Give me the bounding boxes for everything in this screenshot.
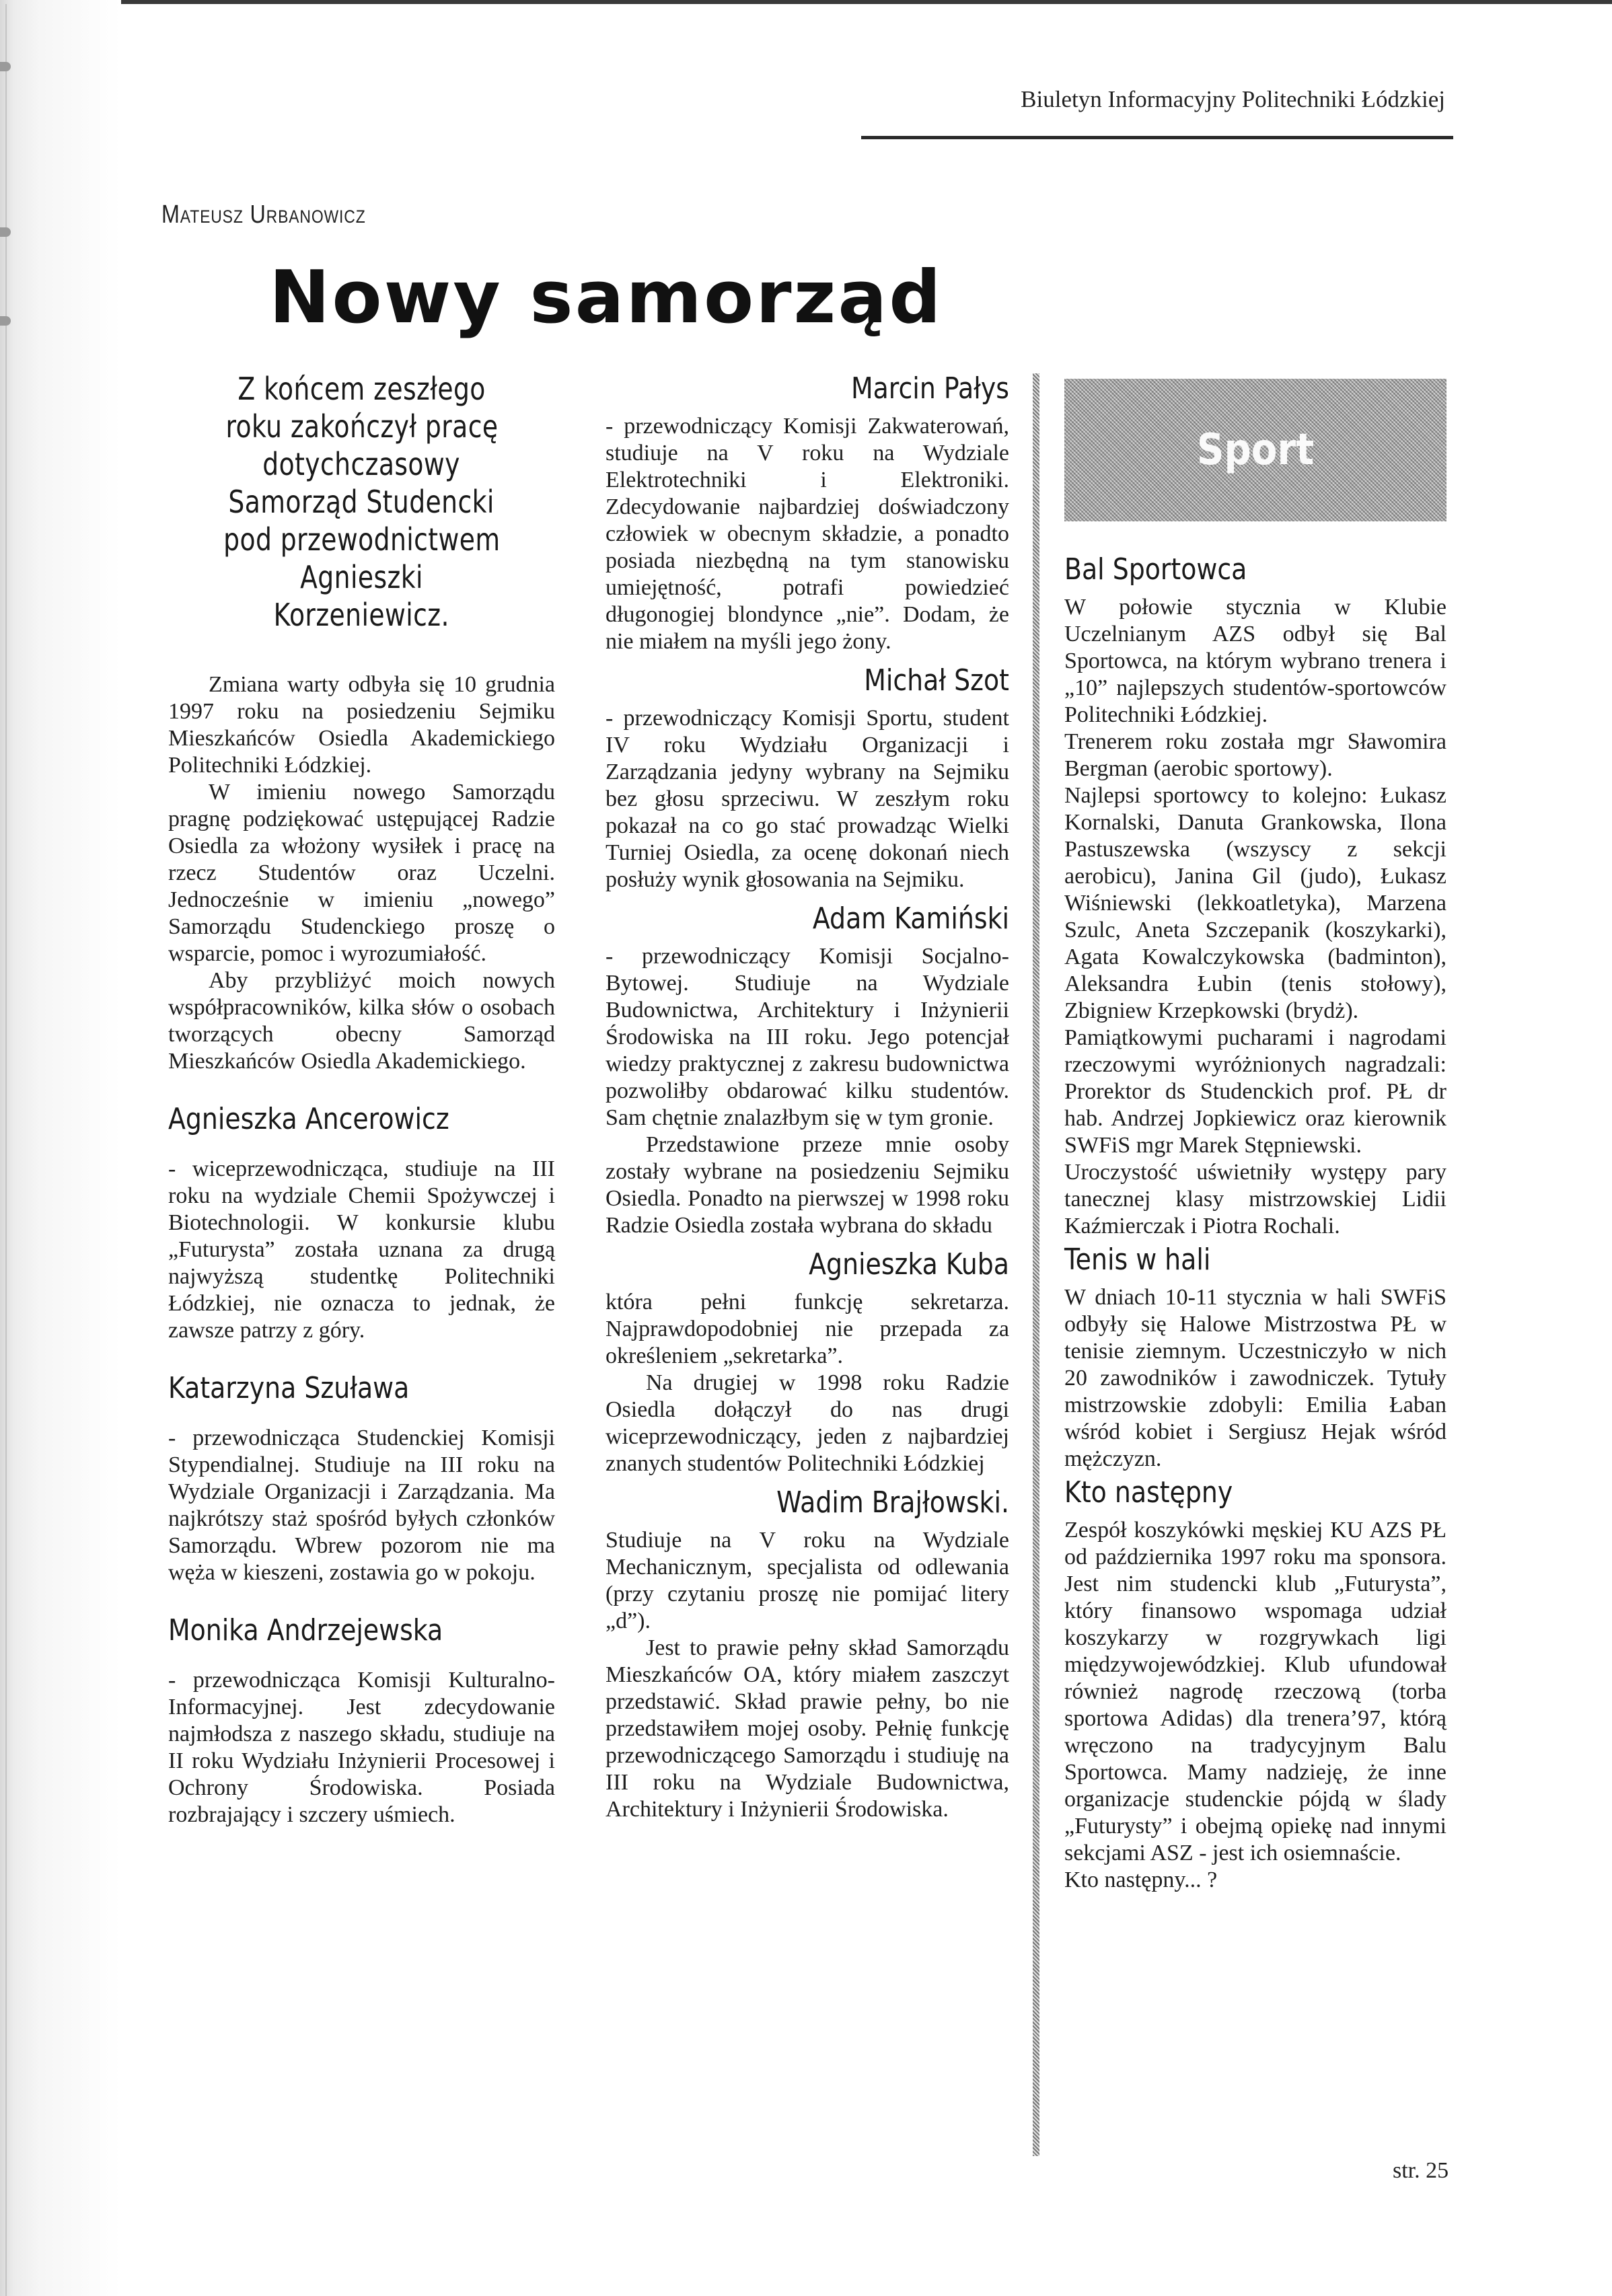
column-separator (1033, 373, 1039, 2156)
lead-line: Z końcem zeszłego (237, 371, 486, 407)
sport-paragraph: Kto następny... ? (1064, 1867, 1218, 1892)
member-description: - przewodniczący Komisji Zakwaterowań, studiuje na V roku na Wydziale Elektrotechniki i Elektroniki. Zdecydowanie najbardziej doświadczony człowiek w obecnym składzie, a ponadto posiada niezbędną na tym stanowisku umiejętność, potrafi powiedzieć długonogiej blondynce „nie”. Dodam, że nie miałem na myśli jego żony. (606, 414, 1009, 654)
member-name-heading: Michał Szot (864, 663, 1009, 698)
sport-banner (1064, 379, 1446, 521)
lead-line: pod przewodnictwem (223, 521, 501, 558)
article-author: Mateusz Urbanowicz (161, 200, 366, 229)
lead-paragraph (168, 370, 555, 634)
binding-clip (0, 62, 11, 71)
binding-line (5, 4, 7, 2296)
member-description: - wiceprzewodnicząca, studiuje na III roku na wydziale Chemii Spożywczej i Biotechnologii. W konkursie klubu „Futurysta” została uznana za drugą najwyższą studentkę Politechniki Łódzkiej, nie oznacza to jednak, że zawsze patrzy z góry. (168, 1156, 555, 1343)
member-name-heading: Monika Andrzejewska (168, 1613, 443, 1647)
member-name-heading: Agnieszka Ancerowicz (168, 1102, 449, 1136)
article-title: Nowy samorząd (269, 256, 943, 340)
body-paragraph: Na drugiej w 1998 roku Radzie Osiedla dołączył do nas drugi wiceprzewodniczący, jeden z najbardziej znanych studentów Politechniki Łódzkiej (606, 1370, 1009, 1476)
member-name-heading: Wadim Brajłowski. (776, 1485, 1009, 1520)
sport-paragraph: Pamiątkowymi pucharami i nagrodami rzeczowymi wyróżnionych nagradzali: Prorektor ds Studenckich prof. PŁ dr hab. Andrzej Jopkiewicz oraz kierownik SWFiS mgr Marek Stępniewski. (1064, 1025, 1446, 1158)
member-description: Studiuje na V roku na Wydziale Mechanicznym, specjalista od odlewania (przy czytaniu proszę nie pomijać litery „d”). (606, 1528, 1009, 1633)
sport-paragraph: W dniach 10-11 stycznia w hali SWFiS odbyły się Halowe Mistrzostwa PŁ w tenisie ziemnym. Uczestniczyło w nich 20 zawodników i zawodniczek. Tytuły mistrzowskie zdobyli: Emilia Łaban wśród kobiet i Sergiusz Hejak wśród mężczyzn. (1064, 1285, 1446, 1471)
binding-clip (0, 316, 11, 326)
page-number: str. 25 (1393, 2158, 1449, 2183)
body-paragraph: Przedstawione przeze mnie osoby zostały wybrane na posiedzeniu Sejmiku Osiedla. Ponadto na pierwszej w 1998 roku Radzie Osiedla została wybrana do składu (606, 1132, 1009, 1238)
sport-banner-label: Sport (1196, 425, 1315, 475)
member-name-heading: Katarzyna Szuława (168, 1371, 410, 1405)
section-heading: Kto następny (1064, 1475, 1233, 1510)
member-description: która pełni funkcję sekretarza. Najprawdopodobniej nie przepada za określeniem „sekretarka”. (606, 1290, 1009, 1368)
lead-line: Korzeniewicz. (273, 597, 450, 633)
sport-paragraph: Najlepsi sportowcy to kolejno: Łukasz Kornalski, Danuta Grankowska, Ilona Pastuszewska (wszyscy z sekcji aerobicu), Janina Gil (judo), Łukasz Wiśniewski (lekkoatletyka), Marzena Szulc, Aneta Szczepanik (koszykarki), Agata Kowalczykowska (badminton), Aleksandra Łubin (tenis stołowy), Zbigniew Krzepkowski (brydż). (1064, 783, 1446, 1023)
column-left (168, 370, 555, 1828)
column-middle (606, 370, 1009, 1823)
body-paragraph: Jest to prawie pełny skład Samorządu Mieszkańców OA, który miałem zaszczyt przedstawić. Skład prawie pełny, bo nie przedstawiłem mojej osoby. Pełnię funkcję przewodniczącego Samorządu i studiuję na III roku na Wydziale Budownictwa, Architektury i Inżynierii Środowiska. (606, 1635, 1009, 1822)
member-name-heading: Marcin Pałys (850, 371, 1009, 406)
header-rule (861, 136, 1453, 139)
sport-paragraph: Uroczystość uświetniły występy pary tanecznej klasy mistrzowskiej Lidii Kaźmierczak i Piotra Rochali. (1064, 1160, 1446, 1238)
member-name-heading: Adam Kamiński (812, 901, 1009, 936)
member-name-heading: Agnieszka Kuba (809, 1247, 1009, 1282)
member-description: - przewodnicząca Studenckiej Komisji Stypendialnej. Studiuje na III roku na Wydziale Organizacji i Zarządzania. Ma najkrótszy staż spośród byłych członków Samorządu. Wbrew pozorom nie ma węża w kieszeni, zostawia go w pokoju. (168, 1425, 555, 1585)
intro-paragraph: Aby przybliżyć moich nowych współpracowników, kilka słów o osobach tworzących obecny Samorząd Mieszkańców Osiedla Akademickiego. (168, 968, 555, 1074)
lead-line: Agnieszki (300, 559, 423, 595)
intro-paragraph: Zmiana warty odbyła się 10 grudnia 1997 roku na posiedzeniu Sejmiku Mieszkańców Osiedla Akademickiego Politechniki Łódzkiej. (168, 672, 555, 778)
sport-paragraph: Zespół koszykówki męskiej KU AZS PŁ od października 1997 roku ma sponsora. Jest nim studencki klub „Futurysta”, który finansowo wspomaga udział koszykarzy w rozgrywkach ligi międzywojewódzkiej. Klub ufundował również nagrodę rzeczową (torba sportowa Adidas) dla trenera’97, którą wręczono na tradycyjnym Balu Sportowca. Mamy nadzieję, że inne organizacje studenckie pójdą w ślady „Futurysty” i obejmą opiekę nad innymi sekcjami ASZ - jest ich osiemnaście. (1064, 1518, 1446, 1865)
lead-line: Samorząd Studencki (228, 484, 495, 520)
intro-paragraph: W imieniu nowego Samorządu pragnę podziękować ustępującej Radzie Osiedla za włożony wysiłek i pracę na rzecz Studentów oraz Uczelni. Jednocześnie w imieniu „nowego” Samorządu Studenckiego proszę o wsparcie, pomoc i wyrozumiałość. (168, 780, 555, 966)
member-description: - przewodniczący Komisji Socjalno-Bytowej. Studiuje na Wydziale Budownictwa, Architektury i Inżynierii Środowiska na III roku. Jego potencjał wiedzy praktycznej z zakresu budownictwa pozwoliłby obdarować kilku studentów. Sam chętnie znalazłbym się w tym gronie. (606, 944, 1009, 1130)
running-header: Biuletyn Informacyjny Politechniki Łódzkiej (1021, 86, 1445, 112)
lead-line: roku zakończył pracę (225, 408, 499, 445)
sport-paragraph: W połowie stycznia w Klubie Uczelnianym AZS odbył się Bal Sportowca, na którym wybrano trenera i „10” najlepszych studentów-sportowców Politechniki Łódzkiej. (1064, 595, 1446, 727)
section-heading: Tenis w hali (1064, 1243, 1211, 1277)
sport-paragraph: Trenerem roku została mgr Sławomira Bergman (aerobic sportowy). (1064, 729, 1446, 781)
member-description: - przewodniczący Komisji Sportu, student IV roku Wydziału Organizacji i Zarządzania jedyny wybrany na Sejmiku bez głosu sprzeciwu. W zeszłym roku pokazał na co go stać prowadząc Wielki Turniej Osiedla, za ocenę dokonań niech posłuży wynik głosowania na Sejmiku. (606, 706, 1009, 892)
lead-line: dotychczasowy (262, 446, 461, 482)
member-description: - przewodnicząca Komisji Kulturalno-Informacyjnej. Jest zdecydowanie najmłodsza z naszego składu, studiuje na II roku Wydziału Inżynierii Procesowej i Ochrony Środowiska. Posiada rozbrajający i szczery uśmiech. (168, 1668, 555, 1827)
binding-clip (0, 227, 11, 237)
section-heading: Bal Sportowca (1064, 552, 1247, 587)
column-sport (1064, 379, 1446, 1894)
page-binding-shadow (0, 0, 121, 2296)
scan-top-edge (0, 0, 1612, 4)
